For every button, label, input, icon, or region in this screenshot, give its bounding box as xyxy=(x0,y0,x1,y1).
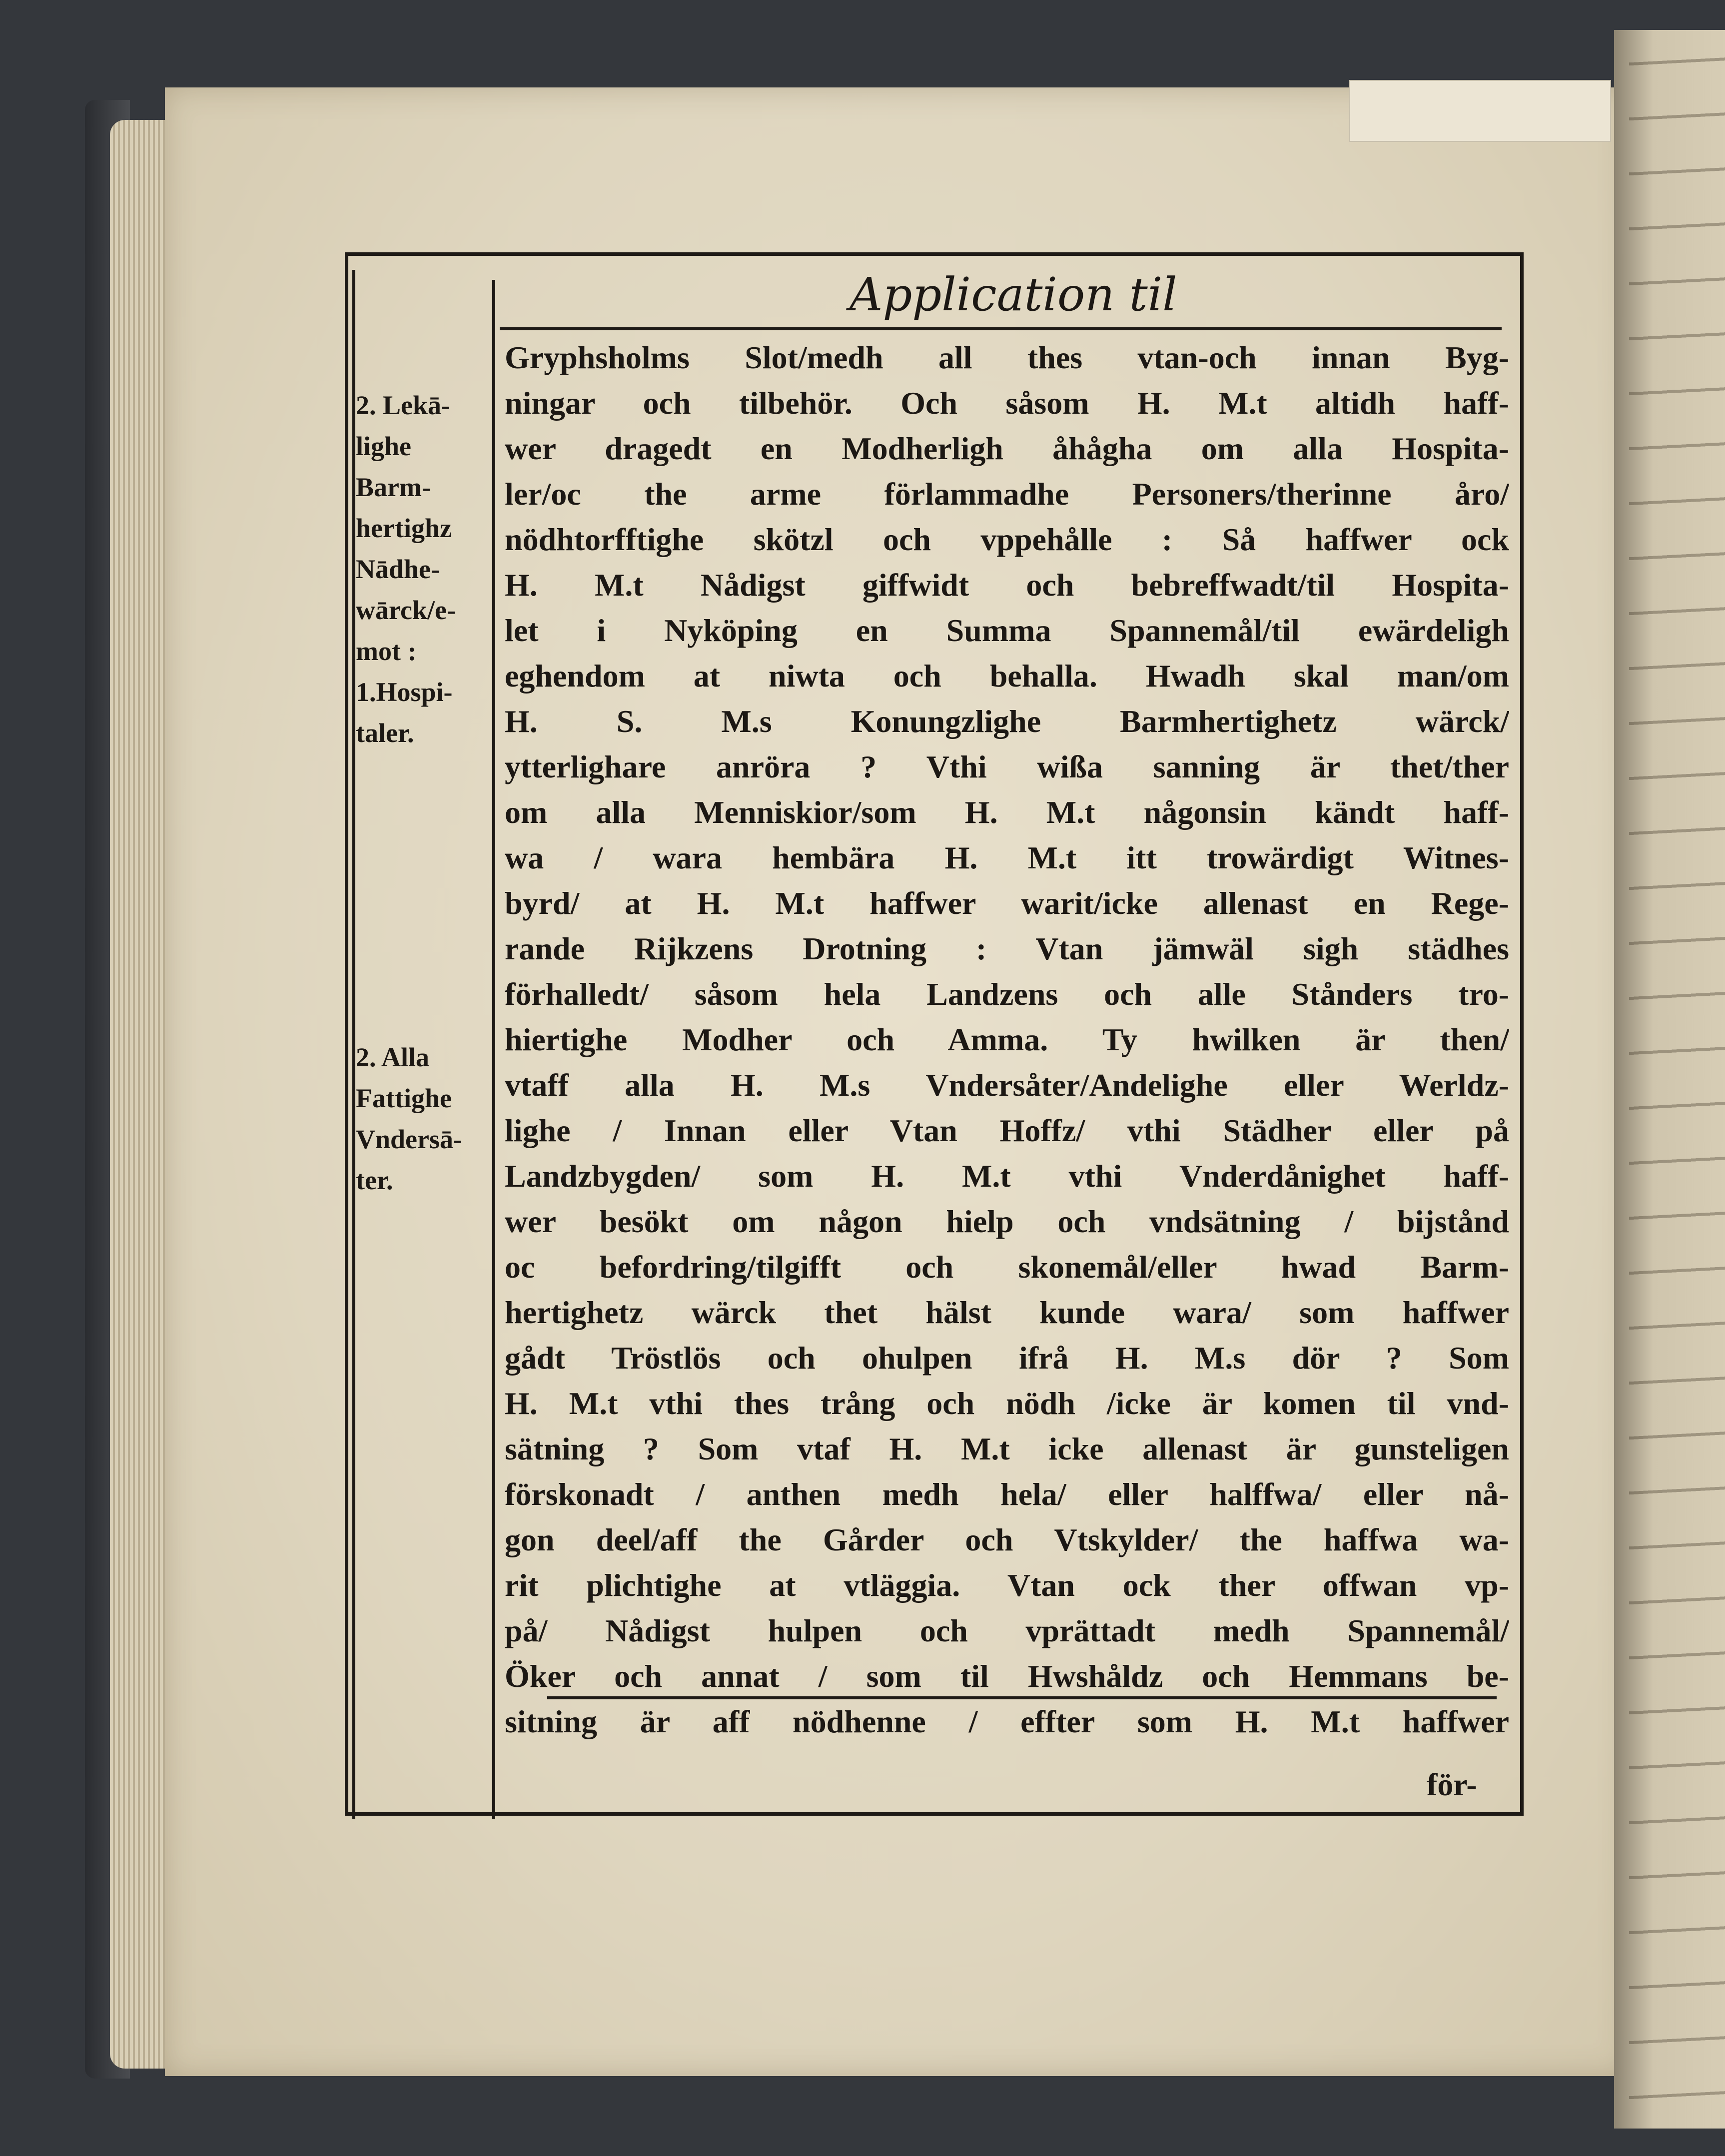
text-line: sitning är aff nödhenne / effter som H. M.t haffwer xyxy=(505,1704,1509,1739)
side-note-2 xyxy=(356,1037,491,1201)
side-note-line: Fattighe xyxy=(356,1083,452,1113)
text-line: förskonadt / anthen medh hela/ eller halffwa/ eller nå- xyxy=(505,1476,1509,1512)
side-note-line: lighe xyxy=(356,431,412,461)
left-border-rule xyxy=(352,270,355,1819)
text-line: hertighetz wärck thet hälst kunde wara/ som haffwer xyxy=(505,1295,1509,1330)
catchword: för- xyxy=(1427,1767,1477,1802)
side-note-line: wārck/e- xyxy=(356,595,456,625)
text-line: lighe / Innan eller Vtan Hoffz/ vthi Städher eller på xyxy=(505,1113,1509,1148)
side-note-line: hertighz xyxy=(356,513,452,543)
text-line: byrd/ at H. M.t haffwer warit/icke allenast en Rege- xyxy=(505,885,1509,921)
side-note-line: 1.Hospi- xyxy=(356,677,453,707)
text-line: rit plichtighe at vtläggia. Vtan ock ther offwan vp- xyxy=(505,1567,1509,1603)
side-note-line: mot : xyxy=(356,636,417,666)
text-line: förhalledt/ såsom hela Landzens och alle Stånders tro- xyxy=(505,976,1509,1012)
body-text xyxy=(505,335,1509,1744)
side-note-line: 2. Lekā- xyxy=(356,390,450,420)
text-line: vtaff alla H. M.s Vndersåter/Andelighe eller Werldz- xyxy=(505,1067,1509,1103)
side-note-line: Nādhe- xyxy=(356,554,440,584)
text-line: ler/oc the arme förlammadhe Personers/therinne åro/ xyxy=(505,476,1509,512)
text-line: hiertighe Modher och Amma. Ty hwilken är then/ xyxy=(505,1022,1509,1057)
text-line: på/ Nådigst hulpen och vprättadt medh Spannemål/ xyxy=(505,1613,1509,1648)
margin-rule xyxy=(492,280,495,1819)
text-line: H. M.t vthi thes trång och nödh /icke är komen til vnd- xyxy=(505,1386,1509,1421)
text-line: wa / wara hembära H. M.t itt trowärdigt Witnes- xyxy=(505,840,1509,875)
text-line: Landzbygden/ som H. M.t vthi Vnderdånighet haff- xyxy=(505,1158,1509,1194)
head-rule xyxy=(500,327,1502,330)
text-line: rande Rijkzens Drotning : Vtan jämwäl sigh städhes xyxy=(505,931,1509,966)
text-line: ningar och tilbehör. Och såsom H. M.t altidh haff- xyxy=(505,385,1509,421)
text-line: gon deel/aff the Gårder och Vtskylder/ the haffwa wa- xyxy=(505,1522,1509,1557)
text-line: H. S. M.s Konungzlighe Barmhertighetz wärck/ xyxy=(505,704,1509,739)
facing-page-text xyxy=(1629,30,1725,2129)
text-line: oc befordring/tilgifft och skonemål/eller hwad Barm- xyxy=(505,1249,1509,1285)
text-line: let i Nyköping en Summa Spannemål/til ewärdeligh xyxy=(505,613,1509,648)
side-note-line: Barm- xyxy=(356,472,431,502)
side-note-line: 2. Alla xyxy=(356,1042,430,1072)
side-note-line: ter. xyxy=(356,1165,393,1195)
side-note-1 xyxy=(356,385,491,753)
text-line: wer dragedt en Modherligh åhågha om alla Hospita- xyxy=(505,431,1509,466)
text-line: gådt Tröstlös och ohulpen ifrå H. M.s dör ? Som xyxy=(505,1340,1509,1376)
facing-page xyxy=(1614,30,1725,2129)
text-line: H. M.t Nådigst giffwidt och bebreffwadt/til Hospita- xyxy=(505,567,1509,603)
text-line: eghendom at niwta och behalla. Hwadh skal man/om xyxy=(505,658,1509,694)
side-note-line: taler. xyxy=(356,718,414,748)
paper-tab xyxy=(1349,80,1611,142)
text-line: om alla Menniskior/som H. M.t någonsin kändt haff- xyxy=(505,794,1509,830)
text-line: Gryphsholms Slot/medh all thes vtan-och innan Byg- xyxy=(505,340,1509,375)
text-line: ytterlighare anröra ? Vthi wißa sanning är thet/ther xyxy=(505,749,1509,784)
text-line: sätning ? Som vtaf H. M.t icke allenast är gunsteligen xyxy=(505,1431,1509,1466)
running-head: Application til xyxy=(850,268,1177,321)
text-line: wer besökt om någon hielp och vndsätning / bijstånd xyxy=(505,1204,1509,1239)
text-line: Öker och annat / som til Hwshåldz och Hemmans be- xyxy=(505,1658,1509,1694)
side-note-line: Vndersā- xyxy=(356,1124,462,1154)
text-line: nödhtorfftighe skötzl och vppehålle : Så haffwer ock xyxy=(505,522,1509,557)
